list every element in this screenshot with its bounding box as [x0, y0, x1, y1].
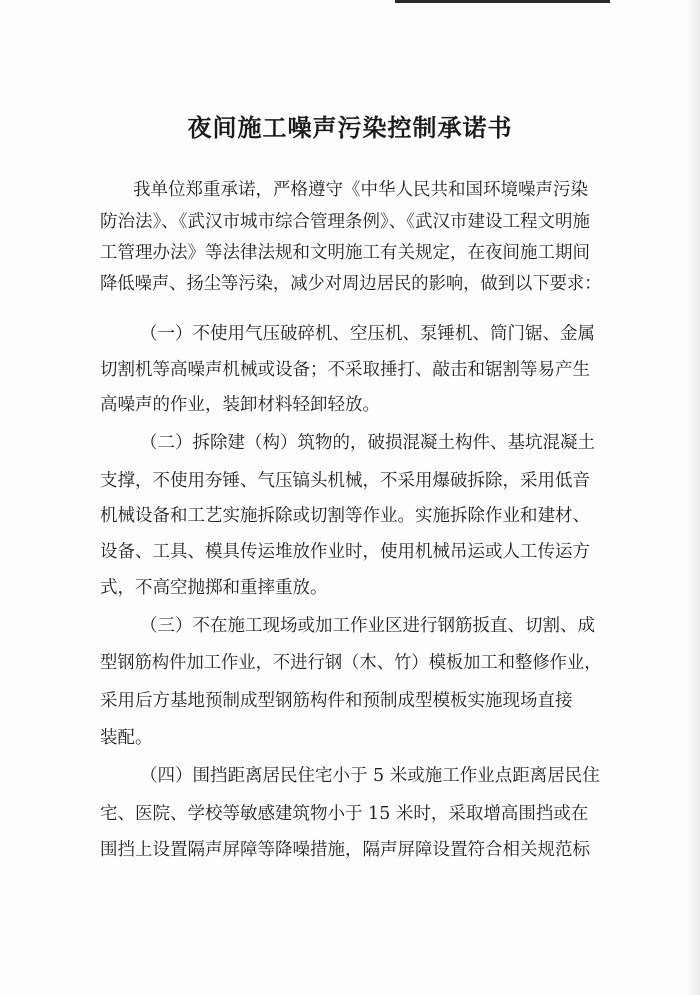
- body-line: （二）拆除建（构）筑物的，破损混凝土构件、基坑混凝土: [140, 433, 595, 453]
- body-line: （三）不在施工现场或加工作业区进行钢筋扳直、切割、成: [140, 616, 595, 636]
- body-line: 高噪声的作业，装卸材料轻卸轻放。: [100, 395, 380, 415]
- body-line: 装配。: [100, 728, 153, 748]
- body-line: 支撑，不使用夯锤、气压镐头机械，不采用爆破拆除，采用低音: [100, 471, 590, 491]
- body-line: 式，不高空抛掷和重摔重放。: [100, 578, 328, 598]
- body-line: 工管理办法》等法律法规和文明施工有关规定，在夜间施工期间: [100, 243, 590, 263]
- scan-edge-shadow: [686, 0, 700, 995]
- body-line: 切割机等高噪声机械或设备；不采取捶打、敲击和锯割等易产生: [100, 360, 590, 380]
- body-line: 设备、工具、模具传运堆放作业时，使用机械吊运或人工传运方: [100, 542, 590, 562]
- body-line: 我单位郑重承诺，严格遵守《中华人民共和国环境噪声污染: [133, 180, 588, 200]
- body-line: （四）围挡距离居民住宅小于 5 米或施工作业点距离居民住: [140, 766, 600, 786]
- body-line: 防治法》、《武汉市城市综合管理条例》、《武汉市建设工程文明施: [100, 212, 590, 232]
- body-line: 降低噪声、扬尘等污染，减少对周边居民的影响，做到以下要求：: [100, 274, 602, 294]
- body-line: 采用后方基地预制成型钢筋构件和预制成型模板实施现场直接: [100, 691, 573, 711]
- body-line: （一）不使用气压破碎机、空压机、泵锤机、筒门锯、金属: [140, 324, 595, 344]
- scan-edge-mark: [395, 0, 610, 3]
- body-line: 围挡上设置隔声屏障等降噪措施，隔声屏障设置符合相关规范标: [100, 840, 590, 860]
- document-title: 夜间施工噪声污染控制承诺书: [187, 114, 513, 142]
- body-line: 型钢筋构件加工作业，不进行钢（木、竹）模板加工和整修作业，: [100, 653, 602, 673]
- body-line: 机械设备和工艺实施拆除或切割等作业。实施拆除作业和建材、: [100, 506, 590, 526]
- body-line: 宅、医院、学校等敏感建筑物小于 15 米时，采取增高围挡或在: [100, 804, 589, 824]
